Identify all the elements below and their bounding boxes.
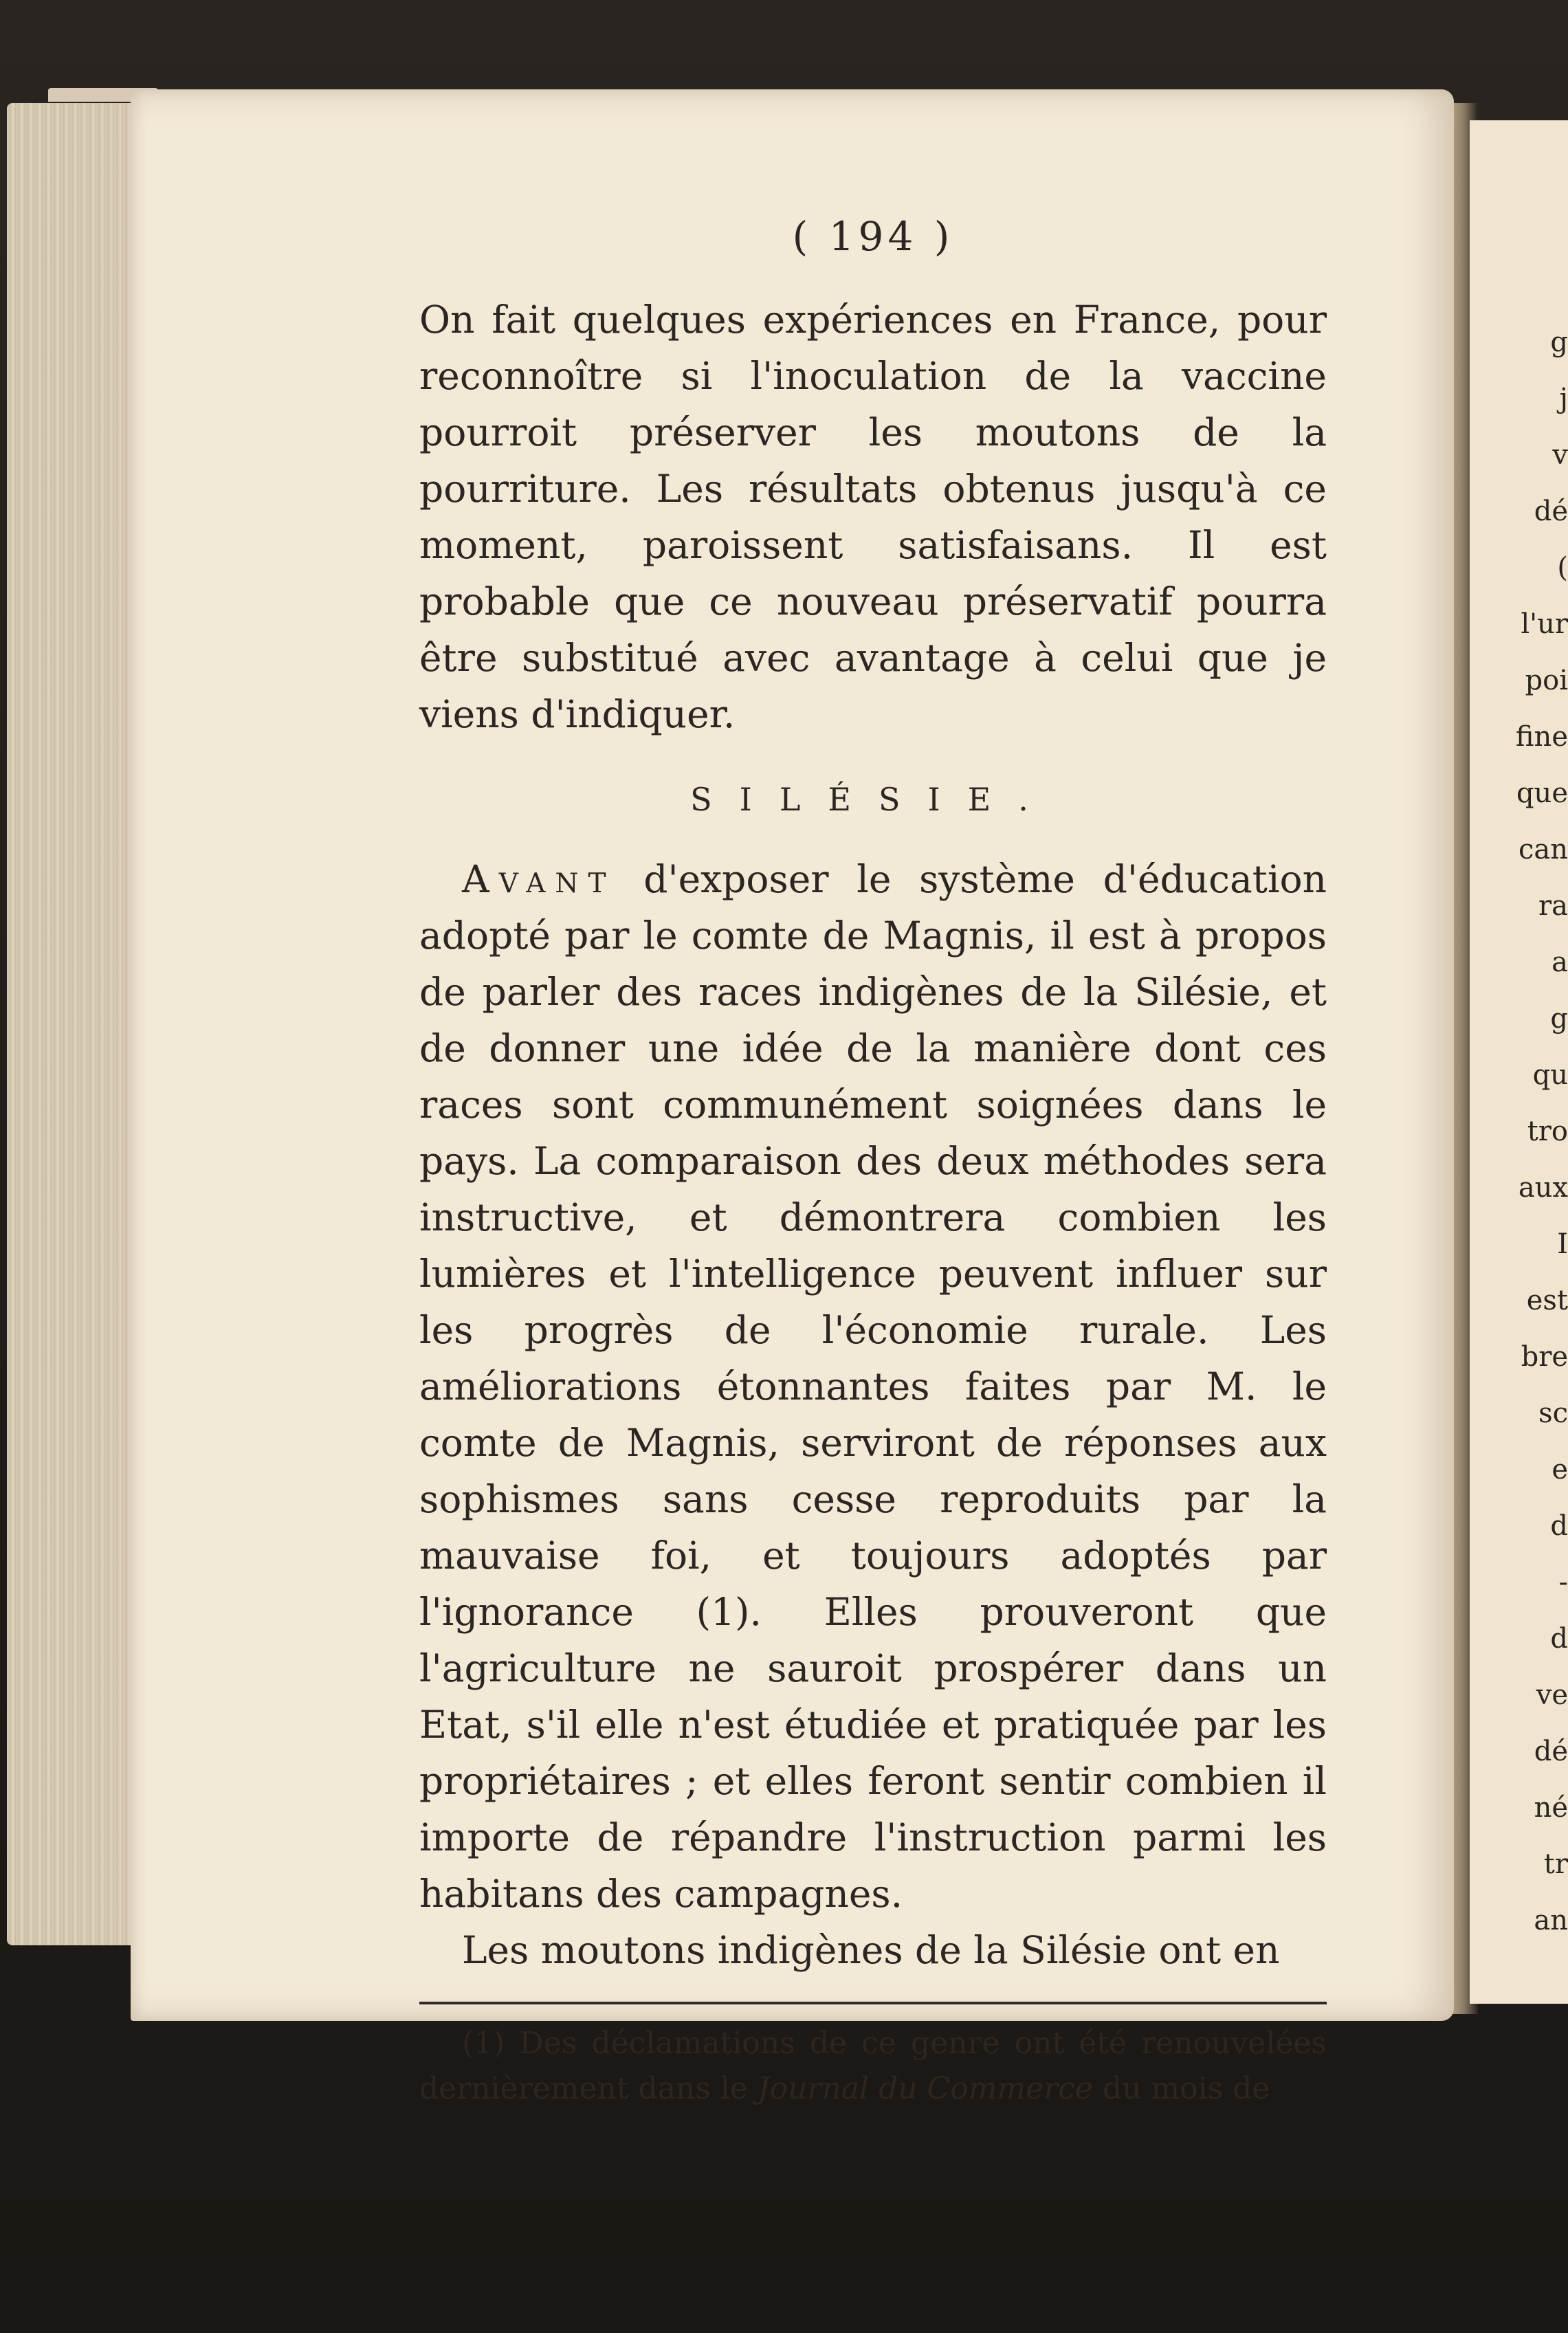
facing-page-fragment: fine (1515, 721, 1568, 753)
facing-page-fragment: v (1552, 439, 1568, 471)
facing-page-fragment: bre (1521, 1341, 1568, 1373)
facing-page-fragment: a (1552, 947, 1568, 978)
facing-page-fragment: tr (1543, 1848, 1568, 1880)
footnote-rule (419, 2002, 1327, 2004)
facing-page-fragment: can (1518, 834, 1568, 865)
facing-page-fragment: aux (1518, 1172, 1568, 1204)
facing-page-fragment: d (1550, 1623, 1568, 1655)
facing-page-fragment: dé (1534, 1736, 1568, 1767)
facing-page-fragment: tro (1527, 1116, 1568, 1147)
facing-page-fragment: poi (1525, 665, 1568, 696)
paragraph-silesie-text: d'exposer le système d'éducation adopté par le comte de Magnis, il est à propos de parler des races indigènes de la Silésie, et de donner une idée de la manière dont ces races sont communément soignées dans le pays. La comparaison des deux méthodes sera instructive, et démontrera combien les lumières et l'intelligence peuvent influer sur les progrès de l'économie rurale. Les améliorations étonnantes faites par M. le comte de Magnis, serviront de réponses aux sophismes sans cesse reproduits par la mauvaise foi, et toujours adoptés par l'ignorance (1). Elles prouveront que l'agriculture ne sauroit prospérer dans un Etat, s'il elle n'est étudiée et pratiquée par les propriétaires ; et elles feront sentir combien il importe de répandre l'instruction parmi les habitans des campagnes. (419, 857, 1327, 1916)
paragraph-lead-word: Avant (462, 857, 616, 901)
facing-page-fragment: sc (1538, 1397, 1568, 1429)
facing-page-fragment: né (1534, 1792, 1568, 1824)
section-heading: SILÉSIE. (690, 781, 1056, 818)
paragraph-moutons: Les moutons indigènes de la Silésie ont en (462, 1928, 1280, 1972)
facing-page-fragment: e (1552, 1454, 1568, 1485)
footnote-tail: du mois de (1092, 2071, 1270, 2106)
facing-page-fragment: l'ur (1521, 608, 1568, 640)
facing-page-fragment: an (1534, 1905, 1568, 1936)
facing-page-fragment: qu (1532, 1059, 1568, 1091)
facing-page-fragment: est (1526, 1285, 1568, 1316)
page-number: ( 194 ) (792, 213, 954, 260)
facing-page-fragment: dé (1534, 496, 1568, 527)
paragraph-silesie (419, 851, 1327, 1922)
footnote-text: (1) Des déclamations de ce genre ont été renouvelées dernièrement dans le (419, 2026, 1327, 2106)
facing-page-fragment: j (1559, 383, 1568, 414)
facing-page-fragment: d (1550, 1510, 1568, 1542)
facing-page-fragment: I (1557, 1228, 1568, 1260)
facing-page (1470, 120, 1568, 2004)
facing-page-fragment: que (1516, 777, 1568, 809)
paragraph-vaccine: On fait quelques expériences en France, pour reconnoître si l'inoculation de la vaccine pourroit préserver les moutons de la pourriture. Les résultats obtenus jusqu'à ce moment, paroissent satisfaisans. Il est probable que ce nouveau préservatif pourra être substitué avec avantage à celui que je viens d'indiquer. (419, 298, 1327, 736)
facing-page-fragment: ra (1538, 890, 1568, 922)
footnote-journal-title: Journal du Commerce (757, 2071, 1093, 2106)
facing-page-fragment: g (1550, 1003, 1568, 1035)
facing-page-fragment: g (1550, 327, 1568, 358)
footnote (419, 2021, 1327, 2112)
facing-page-fragment: - (1558, 1567, 1568, 1598)
page-content (419, 213, 1327, 2112)
page-edges-stack (7, 103, 144, 1945)
facing-page-fragment: ve (1536, 1679, 1568, 1711)
facing-page-fragment: ( (1557, 552, 1568, 584)
